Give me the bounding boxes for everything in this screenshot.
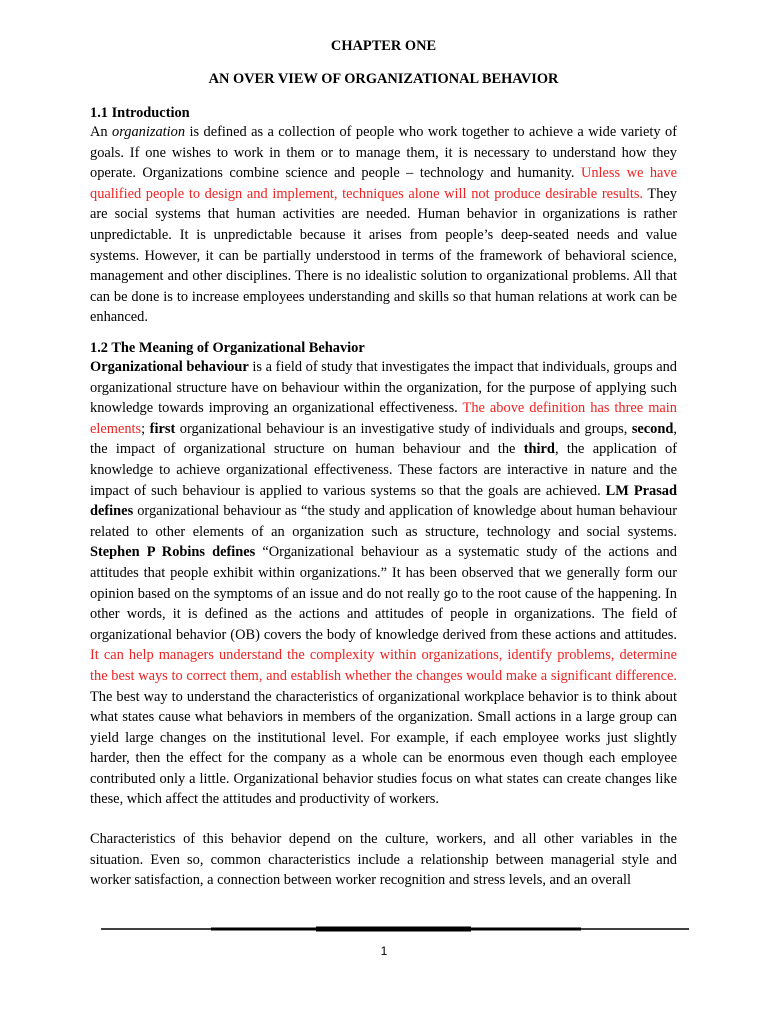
italic-term: organization [112,124,186,140]
bold-term: second [631,420,674,437]
bold-term: LM Prasad defines [90,482,678,520]
bold-term: Stephen P Robins defines [90,544,256,561]
text-run: ; [141,420,150,437]
highlighted-text: The above definition has three main elements [90,400,677,437]
text-run: , the application of knowledge to achieve organizational effectiveness. These factors are interactive in nature and the impact of such behaviour is applied to various systems so that the goals are achieved. [90,441,677,499]
chapter-heading: CHAPTER ONE [330,38,437,54]
highlighted-text: Unless we have qualified people to design and implement, techniques alone will not produce desirable results. [90,165,677,202]
bold-term: Organizational behaviour [90,359,249,375]
meaning-paragraph [90,357,677,810]
characteristics-paragraph: Characteristics of this behavior depend on the culture, workers, and all other variables in the situation. Even so, common characteristics include a relationship between managerial style and worker satisfaction, a connection between worker recognition and stress levels, and an overall [90,831,677,889]
text-run: “Organizational behaviour as a systematic study of the actions and attitudes that people exhibit within organizations.” It has been observed that we generally form our opinion based on the symptoms of an issue and do not really go to the root cause of the happening. In other words, it is defined as the actions and attitudes of people in organizations. The field of organizational behavior (OB) covers the body of knowledge derived from these actions and attitudes. [90,544,677,643]
text-run: They are social systems that human activities are needed. Human behavior in organizations is rather unpredictable. It is unpredictable because it arises from people’s deep-seated needs and value systems. However, it can be partially understood in terms of the framework of behavioral science, management and other disciplines. There is no idealistic solution to organizational problems. All that can be done is to increase employees understanding and skills so that human relations at work can be enhanced. [90,185,677,326]
page-number: 1 [380,944,388,958]
footer-divider [101,925,689,933]
text-run: organizational behaviour as “the study and application of knowledge about human behaviour related to other elements of an organization such as structure, technology and social systems. [90,503,677,540]
section-heading-introduction: 1.1 Introduction [90,105,190,121]
text-run: An [90,124,113,140]
text-run: The best way to understand the characteristics of organizational workplace behavior is to think about what states cause what behaviors in members of the organization. Small actions in a large group can yield large changes on the institutional level. For example, if each employee works just slightly harder, then the effect for the company as a whole can be enormous even though each employee contributed only a little. Organizational behavior studies focus on what states can create changes like these, which affect the attitudes and productivity of workers. [90,688,677,808]
introduction-paragraph [90,122,677,328]
text-run: is a field of study that investigates the impact that individuals, groups and organizational structure have on behaviour within the organization, for the purpose of applying such knowledge towards improving an organizational effectiveness. [90,359,677,417]
highlighted-text: It can help managers understand the complexity within organizations, identify problems, determine the best ways to correct them, and establish whether the changes would make a significant difference. [90,647,677,684]
text-run: , the impact of organizational structure on human behaviour and the [90,420,677,458]
text-run: is defined as a collection of people who work together to achieve a wide variety of goals. If one wishes to work in them or to manage them, it is necessary to understand how they operate. Organizations combine science and people – technology and humanity. [90,124,677,182]
bold-term: third [523,441,555,458]
text-run: organizational behaviour is an investigative study of individuals and groups, [175,420,632,437]
section-heading-meaning: 1.2 The Meaning of Organizational Behavior [90,340,365,356]
chapter-title: AN OVER VIEW OF ORGANIZATIONAL BEHAVIOR [208,71,559,87]
bold-term: first [149,420,176,437]
